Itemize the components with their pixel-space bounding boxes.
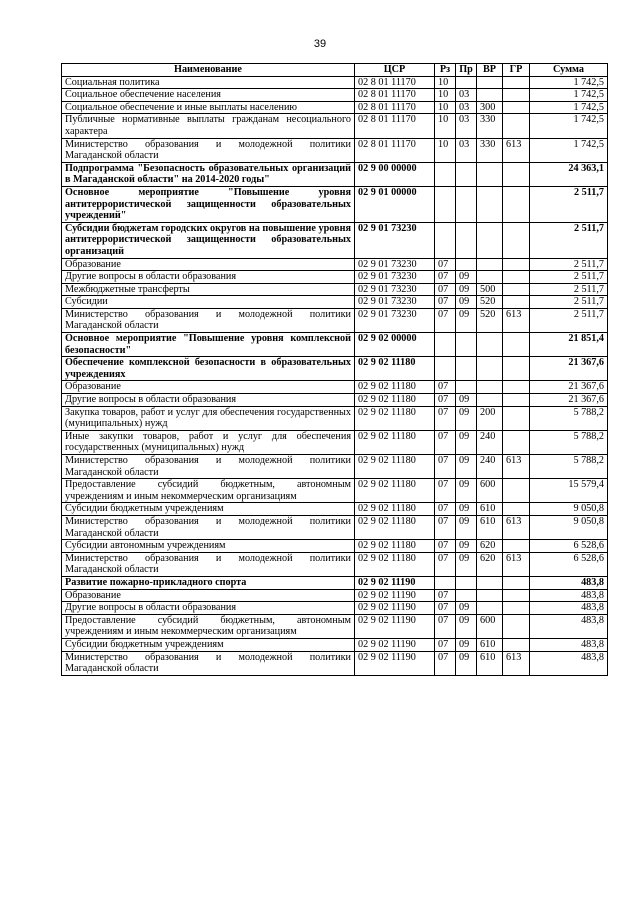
row-gr [503,76,530,89]
row-name: Субсидии [62,296,355,309]
row-csr: 02 9 01 73230 [355,283,435,296]
row-sum: 2 511,7 [530,308,608,332]
row-name: Министерство образования и молодежной политики Магаданской области [62,455,355,479]
table-row [62,258,608,271]
row-csr: 02 8 01 11170 [355,76,435,89]
row-gr [503,222,530,258]
header-vr: ВР [477,64,503,77]
row-name: Основное мероприятие "Повышение уровня комплексной безопасности" [62,333,355,357]
row-gr [503,614,530,638]
row-sum: 5 788,2 [530,430,608,454]
row-name: Образование [62,258,355,271]
header-rz: Рз [435,64,456,77]
row-name: Другие вопросы в области образования [62,602,355,615]
row-csr: 02 9 01 73230 [355,308,435,332]
row-gr [503,186,530,222]
row-name: Иные закупки товаров, работ и услуг для обеспечения государственных (муниципальных) нужд [62,430,355,454]
row-rz: 07 [435,540,456,553]
row-gr [503,283,530,296]
row-gr: 613 [503,552,530,576]
row-gr [503,101,530,114]
row-gr [503,638,530,651]
row-gr [503,540,530,553]
row-name: Субсидии автономным учреждениям [62,540,355,553]
row-sum: 2 511,7 [530,186,608,222]
row-vr [477,333,503,357]
table-row [62,138,608,162]
row-name: Развитие пожарно-прикладного спорта [62,576,355,589]
header-csr: ЦСР [355,64,435,77]
row-gr [503,162,530,186]
row-csr: 02 9 02 11180 [355,515,435,539]
row-name: Субсидии бюджетам городских округов на повышение уровня антитеррористической защищенности образовательных организаций [62,222,355,258]
row-vr: 610 [477,651,503,675]
row-pr [456,162,477,186]
row-sum: 24 363,1 [530,162,608,186]
row-sum: 483,8 [530,638,608,651]
row-csr: 02 9 02 11180 [355,357,435,381]
table-row [62,222,608,258]
row-csr: 02 9 02 11180 [355,540,435,553]
table-row [62,406,608,430]
row-sum: 1 742,5 [530,101,608,114]
row-pr: 03 [456,138,477,162]
row-pr: 03 [456,89,477,102]
row-gr [503,602,530,615]
header-pr: Пр [456,64,477,77]
row-pr: 09 [456,455,477,479]
row-pr: 09 [456,271,477,284]
row-sum: 1 742,5 [530,76,608,89]
row-sum: 2 511,7 [530,222,608,258]
row-vr: 240 [477,455,503,479]
row-vr [477,258,503,271]
row-name: Субсидии бюджетным учреждениям [62,503,355,516]
row-rz: 07 [435,258,456,271]
header-sum: Сумма [530,64,608,77]
row-csr: 02 8 01 11170 [355,138,435,162]
table-row [62,333,608,357]
row-pr: 09 [456,308,477,332]
row-pr: 09 [456,283,477,296]
row-csr: 02 8 01 11170 [355,89,435,102]
row-sum: 483,8 [530,651,608,675]
row-sum: 21 367,6 [530,381,608,394]
row-pr [456,76,477,89]
row-rz [435,357,456,381]
row-gr [503,333,530,357]
row-sum: 15 579,4 [530,479,608,503]
table-row [62,638,608,651]
row-gr [503,479,530,503]
row-name: Министерство образования и молодежной политики Магаданской области [62,308,355,332]
row-vr [477,222,503,258]
row-gr [503,381,530,394]
row-csr: 02 9 02 11180 [355,406,435,430]
table-row [62,455,608,479]
row-sum: 5 788,2 [530,455,608,479]
table-row [62,614,608,638]
row-vr [477,76,503,89]
row-rz: 07 [435,515,456,539]
row-gr [503,503,530,516]
row-gr [503,296,530,309]
row-rz: 10 [435,138,456,162]
row-sum: 9 050,8 [530,503,608,516]
row-rz: 07 [435,308,456,332]
row-pr: 09 [456,503,477,516]
row-pr: 09 [456,515,477,539]
table-header-row [62,64,608,77]
row-rz: 07 [435,479,456,503]
table-row [62,503,608,516]
table-row [62,308,608,332]
row-sum: 2 511,7 [530,271,608,284]
row-sum: 2 511,7 [530,283,608,296]
row-csr: 02 9 02 11190 [355,589,435,602]
table-row [62,602,608,615]
table-row [62,271,608,284]
row-csr: 02 9 02 11180 [355,394,435,407]
row-name: Социальная политика [62,76,355,89]
row-pr: 09 [456,552,477,576]
row-name: Министерство образования и молодежной политики Магаданской области [62,552,355,576]
row-sum: 6 528,6 [530,552,608,576]
row-gr: 613 [503,651,530,675]
row-vr: 500 [477,283,503,296]
row-pr: 09 [456,614,477,638]
row-vr: 610 [477,503,503,516]
row-sum: 483,8 [530,576,608,589]
row-rz [435,576,456,589]
table-row [62,576,608,589]
row-sum: 1 742,5 [530,138,608,162]
row-name: Министерство образования и молодежной политики Магаданской области [62,138,355,162]
table-row [62,283,608,296]
row-gr [503,258,530,271]
row-sum: 483,8 [530,614,608,638]
table-row [62,651,608,675]
row-name: Социальное обеспечение и иные выплаты населению [62,101,355,114]
row-name: Министерство образования и молодежной политики Магаданской области [62,651,355,675]
row-csr: 02 9 01 73230 [355,222,435,258]
row-gr: 613 [503,455,530,479]
row-name: Образование [62,381,355,394]
row-rz: 07 [435,503,456,516]
row-name: Субсидии бюджетным учреждениям [62,638,355,651]
row-csr: 02 9 02 11190 [355,602,435,615]
row-name: Предоставление субсидий бюджетным, автономным учреждениям и иным некоммерческим организациям [62,479,355,503]
row-name: Другие вопросы в области образования [62,394,355,407]
row-rz: 07 [435,296,456,309]
row-vr: 330 [477,138,503,162]
row-vr: 300 [477,101,503,114]
row-pr [456,576,477,589]
row-rz: 07 [435,614,456,638]
row-gr [503,271,530,284]
table-row [62,479,608,503]
row-vr [477,89,503,102]
row-name: Обеспечение комплексной безопасности в образовательных учреждениях [62,357,355,381]
row-sum: 2 511,7 [530,296,608,309]
row-pr: 09 [456,296,477,309]
row-sum: 483,8 [530,589,608,602]
row-name: Предоставление субсидий бюджетным, автономным учреждениям и иным некоммерческим организациям [62,614,355,638]
row-sum: 1 742,5 [530,89,608,102]
row-csr: 02 8 01 11170 [355,101,435,114]
row-rz: 07 [435,430,456,454]
row-rz [435,222,456,258]
row-gr [503,394,530,407]
row-vr [477,381,503,394]
table-row [62,89,608,102]
row-name: Другие вопросы в области образования [62,271,355,284]
row-csr: 02 9 02 11180 [355,430,435,454]
row-csr: 02 9 02 11190 [355,614,435,638]
row-rz: 07 [435,602,456,615]
row-rz: 07 [435,406,456,430]
row-sum: 1 742,5 [530,114,608,138]
row-rz: 10 [435,76,456,89]
row-rz: 10 [435,114,456,138]
row-gr: 613 [503,515,530,539]
row-rz: 07 [435,394,456,407]
row-sum: 483,8 [530,602,608,615]
row-gr [503,114,530,138]
row-vr [477,394,503,407]
row-vr [477,186,503,222]
row-vr: 200 [477,406,503,430]
row-pr: 09 [456,638,477,651]
row-csr: 02 8 01 11170 [355,114,435,138]
page-number: 39 [313,38,327,50]
row-csr: 02 9 02 11180 [355,455,435,479]
row-gr [503,576,530,589]
row-rz: 07 [435,455,456,479]
table-body [62,76,608,675]
row-sum: 21 367,6 [530,394,608,407]
row-name: Основное мероприятие "Повышение уровня антитеррористической защищенности образовательных учреждений" [62,186,355,222]
row-vr: 520 [477,308,503,332]
row-rz: 10 [435,101,456,114]
row-rz [435,186,456,222]
row-csr: 02 9 02 11190 [355,576,435,589]
row-gr [503,430,530,454]
row-vr: 240 [477,430,503,454]
row-vr [477,602,503,615]
row-csr: 02 9 02 11180 [355,552,435,576]
table-row [62,101,608,114]
row-pr: 03 [456,101,477,114]
row-vr [477,576,503,589]
row-rz [435,162,456,186]
table-row [62,114,608,138]
row-sum: 2 511,7 [530,258,608,271]
row-csr: 02 9 02 11190 [355,651,435,675]
row-pr: 09 [456,540,477,553]
table-row [62,394,608,407]
row-csr: 02 9 01 73230 [355,258,435,271]
row-rz: 07 [435,589,456,602]
row-vr: 520 [477,296,503,309]
table-row [62,381,608,394]
table-row [62,540,608,553]
row-gr [503,589,530,602]
table-row [62,162,608,186]
row-csr: 02 9 02 11190 [355,638,435,651]
row-gr: 613 [503,138,530,162]
row-sum: 5 788,2 [530,406,608,430]
row-name: Социальное обеспечение населения [62,89,355,102]
row-vr: 610 [477,515,503,539]
row-pr [456,258,477,271]
row-rz: 07 [435,271,456,284]
table-row [62,76,608,89]
table-row [62,296,608,309]
header-name: Наименование [62,64,355,77]
row-sum: 21 851,4 [530,333,608,357]
table-row [62,589,608,602]
row-rz: 07 [435,638,456,651]
row-rz: 07 [435,552,456,576]
row-gr [503,357,530,381]
table-row [62,186,608,222]
row-rz: 07 [435,651,456,675]
row-gr [503,89,530,102]
row-csr: 02 9 02 11180 [355,479,435,503]
row-rz [435,333,456,357]
budget-table [61,63,608,676]
row-vr: 620 [477,552,503,576]
row-pr [456,357,477,381]
row-pr: 09 [456,394,477,407]
row-name: Межбюджетные трансферты [62,283,355,296]
row-gr [503,406,530,430]
row-vr [477,162,503,186]
row-name: Закупка товаров, работ и услуг для обеспечения государственных (муниципальных) нужд [62,406,355,430]
row-name: Подпрограмма "Безопасность образовательных организаций в Магаданской области" на 2014-2020 годы" [62,162,355,186]
row-gr: 613 [503,308,530,332]
table-row [62,430,608,454]
row-pr: 09 [456,406,477,430]
row-pr: 09 [456,479,477,503]
row-pr [456,222,477,258]
row-csr: 02 9 02 11180 [355,503,435,516]
row-rz: 07 [435,381,456,394]
row-vr [477,271,503,284]
row-csr: 02 9 01 00000 [355,186,435,222]
row-pr: 09 [456,602,477,615]
header-gr: ГР [503,64,530,77]
row-vr: 330 [477,114,503,138]
row-vr [477,357,503,381]
row-pr [456,589,477,602]
row-vr: 610 [477,638,503,651]
row-name: Публичные нормативные выплаты гражданам несоциального характера [62,114,355,138]
row-csr: 02 9 01 73230 [355,296,435,309]
row-name: Министерство образования и молодежной политики Магаданской области [62,515,355,539]
row-vr: 600 [477,479,503,503]
row-csr: 02 9 02 11180 [355,381,435,394]
row-pr [456,333,477,357]
table-row [62,552,608,576]
row-pr: 03 [456,114,477,138]
row-csr: 02 9 01 73230 [355,271,435,284]
row-pr [456,381,477,394]
row-rz: 10 [435,89,456,102]
row-sum: 9 050,8 [530,515,608,539]
row-vr [477,589,503,602]
row-rz: 07 [435,283,456,296]
row-vr: 620 [477,540,503,553]
row-vr: 600 [477,614,503,638]
table-row [62,515,608,539]
row-pr: 09 [456,430,477,454]
table-row [62,357,608,381]
row-sum: 21 367,6 [530,357,608,381]
row-pr [456,186,477,222]
row-name: Образование [62,589,355,602]
row-sum: 6 528,6 [530,540,608,553]
row-csr: 02 9 00 00000 [355,162,435,186]
row-pr: 09 [456,651,477,675]
row-csr: 02 9 02 00000 [355,333,435,357]
